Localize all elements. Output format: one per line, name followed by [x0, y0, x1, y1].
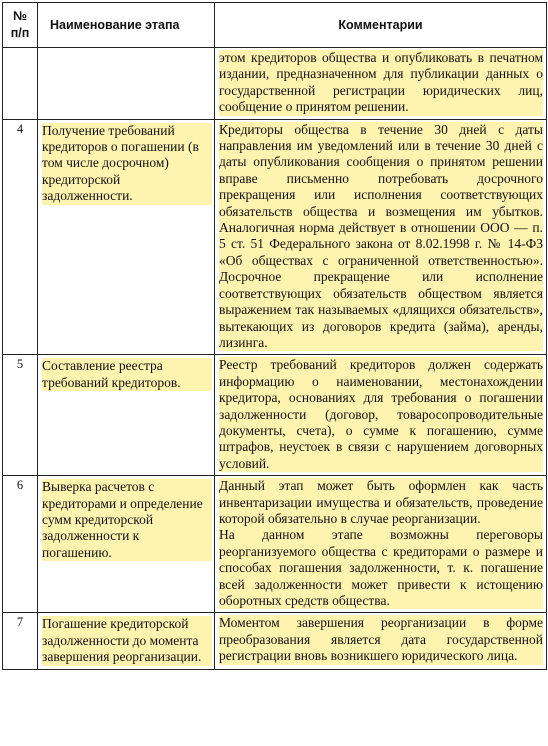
comment-paragraph: Моментом завершения реорганизации в форме преобразования является дата государственной регистрации вновь возникшего юридического лица.	[219, 615, 543, 664]
reorganization-stages-table	[2, 2, 547, 670]
stage-name	[38, 48, 215, 120]
table-header-row	[3, 3, 547, 48]
table-row	[3, 613, 547, 669]
document-page	[2, 2, 546, 670]
stage-comment	[215, 355, 547, 476]
row-number: 6	[3, 476, 38, 613]
stage-name	[38, 476, 215, 613]
table-row	[3, 48, 547, 120]
row-number: 4	[3, 119, 38, 355]
row-number: 5	[3, 355, 38, 476]
stage-name	[38, 613, 215, 669]
stage-comment	[215, 613, 547, 669]
comment-paragraph: этом кредиторов общества и опубликовать в печатном издании, предназначенном для публикации данных о государственной регистрации юридических лиц, сообщение о принятом решении.	[219, 50, 543, 115]
row-number: 7	[3, 613, 38, 669]
stage-name-text: Составление реестра требований кредиторов.	[42, 358, 212, 391]
stage-comment	[215, 476, 547, 613]
stage-name-text: Погашение кредиторской задолженности до момента завершения реорганизации.	[42, 616, 212, 665]
stage-comment	[215, 119, 547, 355]
row-number	[3, 48, 38, 120]
stage-name-text: Получение требований кредиторов о погашении (в том числе досрочном) кредиторской задолженности.	[42, 123, 212, 205]
header-comments: Комментарии	[215, 3, 547, 48]
stage-name-text: Выверка расчетов с кредиторами и определение сумм кредиторской задолженности к погашению.	[42, 479, 212, 561]
comment-paragraph: Реестр требований кредиторов должен содержать информацию о наименовании, местонахождении кредитора, основаниях для требования о погашении задолженности (договор, товаросопроводительные документы, счета), о сумме к погашению, сумме штрафов, неустоек в связи с нарушением договорных условий.	[219, 357, 543, 471]
table-row	[3, 119, 547, 355]
comment-paragraph: На данном этапе возможны переговоры реорганизуемого общества с кредиторами о размере и способах погашения задолженности, т. к. погашение всей задолженности может привести к истощению оборотных средств общества.	[219, 527, 543, 608]
header-num: № п/п	[3, 3, 38, 48]
table-row	[3, 476, 547, 613]
header-stage-name: Наименование этапа	[38, 3, 215, 48]
comment-paragraph: Кредиторы общества в течение 30 дней с даты направления им уведомлений или в течение 30 дней с даты опубликования сообщения о принятом решении вправе письменно потребовать досрочного прекращения или исполнения соответствующих обязательств общества и возмещения им убытков. Аналогичная норма действует в отношении ООО — п. 5 ст. 51 Федерального закона от 8.02.1998 г. № 14-ФЗ «Об обществах с ограниченной ответственностью». Досрочное прекращение или исполнение соответствующих обязательств обществом является выражением так называемых «длящихся обязательств», вытекающих из договоров кредита (займа), аренды, лизинга.	[219, 121, 543, 350]
comment-paragraph: Данный этап может быть оформлен как часть инвентаризации имущества и обязательств, проведение которой обязательно в случае реорганизации.	[219, 478, 543, 526]
table-row	[3, 355, 547, 476]
stage-name	[38, 119, 215, 355]
stage-comment	[215, 48, 547, 120]
stage-name	[38, 355, 215, 476]
